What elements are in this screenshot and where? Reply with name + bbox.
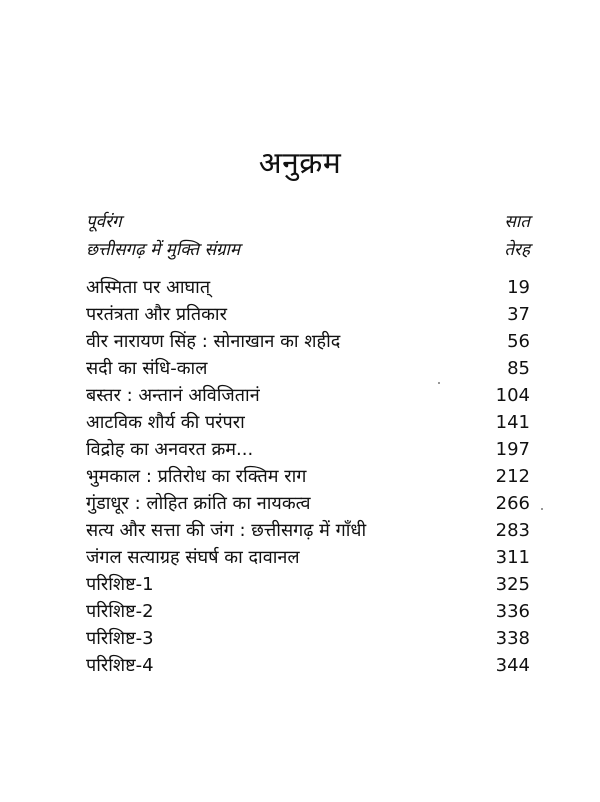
toc-entry [86, 328, 530, 356]
entry-label: भुमकाल : प्रतिरोध का रक्तिम राग [86, 466, 307, 487]
toc-entry [86, 490, 530, 518]
entry-label: आटविक शौर्य की परंपरा [86, 412, 245, 433]
entry-page: 104 [495, 385, 530, 406]
entry-label: सदी का संधि-काल [86, 358, 208, 379]
toc-entry [86, 598, 530, 626]
entry-label: सत्य और सत्ता की जंग : छत्तीसगढ़ में गाँधी [86, 520, 367, 541]
scan-speck [438, 382, 440, 384]
entry-page: 283 [495, 520, 530, 541]
entry-page: 338 [495, 628, 530, 649]
entry-label: अस्मिता पर आघात् [86, 277, 211, 298]
entry-label: विद्रोह का अनवरत क्रम... [86, 439, 254, 460]
entry-label: गुंडाधूर : लोहित क्रांति का नायकत्व [86, 493, 311, 514]
toc-entry [86, 274, 530, 302]
entry-page: 141 [495, 412, 530, 433]
entry-label: परतंत्रता और प्रतिकार [86, 304, 227, 325]
toc-front-entry [86, 208, 530, 236]
entry-label: छत्तीसगढ़ में मुक्ति संग्राम [86, 240, 241, 260]
entry-page: 56 [507, 331, 530, 352]
entry-label: जंगल सत्याग्रह संघर्ष का दावानल [86, 547, 300, 568]
entry-page: 266 [495, 493, 530, 514]
entry-label: परिशिष्ट-3 [86, 628, 154, 649]
entry-label: परिशिष्ट-2 [86, 601, 154, 622]
toc-entry [86, 355, 530, 383]
entry-label: परिशिष्ट-1 [86, 574, 154, 595]
entry-page: तेरह [504, 240, 530, 260]
toc-entry [86, 301, 530, 329]
entry-label: परिशिष्ट-4 [86, 655, 154, 676]
entry-page: 85 [507, 358, 530, 379]
entry-label: बस्तर : अन्तानं अविजितानं [86, 385, 260, 406]
entry-page: 311 [495, 547, 530, 568]
entry-page: 212 [495, 466, 530, 487]
toc-entry [86, 382, 530, 410]
toc-front-entry [86, 236, 530, 264]
toc-entry [86, 436, 530, 464]
toc-entry [86, 463, 530, 491]
entry-page: सात [504, 212, 530, 232]
entry-page: 344 [495, 655, 530, 676]
entry-page: 336 [495, 601, 530, 622]
toc-entry [86, 571, 530, 599]
scan-speck [541, 508, 543, 510]
entry-label: वीर नारायण सिंह : सोनाखान का शहीद [86, 331, 341, 352]
toc-entry [86, 409, 530, 437]
toc-entry [86, 544, 530, 572]
entry-page: 19 [507, 277, 530, 298]
toc-entry [86, 517, 530, 545]
entry-page: 325 [495, 574, 530, 595]
entry-page: 37 [507, 304, 530, 325]
entry-label: पूर्वरंग [86, 212, 122, 232]
entry-page: 197 [495, 439, 530, 460]
page-title: अनुक्रम [258, 146, 342, 181]
toc-entry [86, 625, 530, 653]
toc-entry [86, 652, 530, 680]
